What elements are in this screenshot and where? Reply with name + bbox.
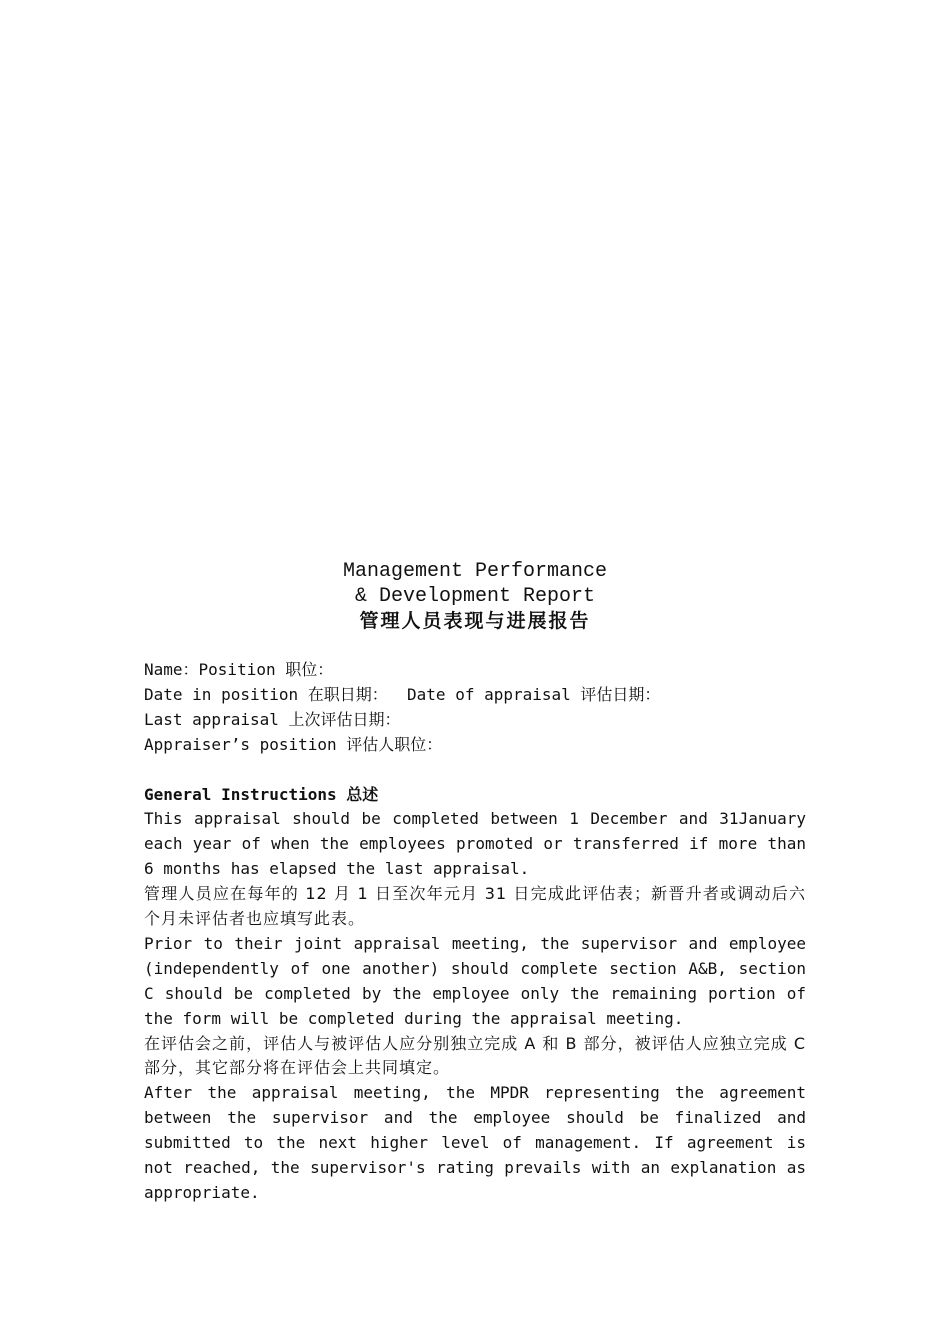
document-body: [144, 658, 806, 1206]
name-position-field: Name：Position 职位：: [144, 660, 334, 679]
report-title: [0, 560, 950, 634]
title-line-1: Management Performance: [342, 560, 608, 583]
instruction-paragraph-2-zh: 在评估会之前，评估人与被评估人应分别独立完成 A 和 B 部分，被评估人应独立完成 C 部分，其它部分将在评估会上共同填定。: [144, 1033, 806, 1078]
general-instructions-heading: General Instructions 总述: [144, 784, 379, 804]
title-line-chinese: 管理人员表现与进展报告: [359, 610, 591, 632]
instruction-paragraph-1-en: This appraisal should be completed between 1 December and 31January each year of when the employees promoted or transferred if more than 6 months has elapsed the last appraisal.: [144, 809, 806, 879]
instruction-paragraph-3-en: After the appraisal meeting, the MPDR representing the agreement between the supervisor and the employee should be finalized and submitted to the next higher level of management. If agreement is not reached, the supervisor's rating prevails with an explanation as appropriate.: [144, 1083, 806, 1203]
instruction-paragraph-1-zh: 管理人员应在每年的 12 月 1 日至次年元月 31 日完成此评估表；新晋升者或调动后六个月未评估者也应填写此表。: [144, 884, 806, 929]
title-line-2: & Development Report: [354, 584, 596, 608]
appraiser-position-field: Appraiser’s position 评估人职位：: [144, 734, 443, 754]
spacer: [144, 758, 806, 783]
last-appraisal-field: Last appraisal 上次评估日期：: [144, 709, 401, 729]
date-in-position-field: Date in position 在职日期： Date of appraisal 评估日期：: [144, 684, 661, 704]
instruction-paragraph-2-en: Prior to their joint appraisal meeting, the supervisor and employee (independently of one another) should complete section A&B, section C should be completed by the employee only the remaining portion of the form will be completed during the appraisal meeting.: [144, 933, 806, 1028]
